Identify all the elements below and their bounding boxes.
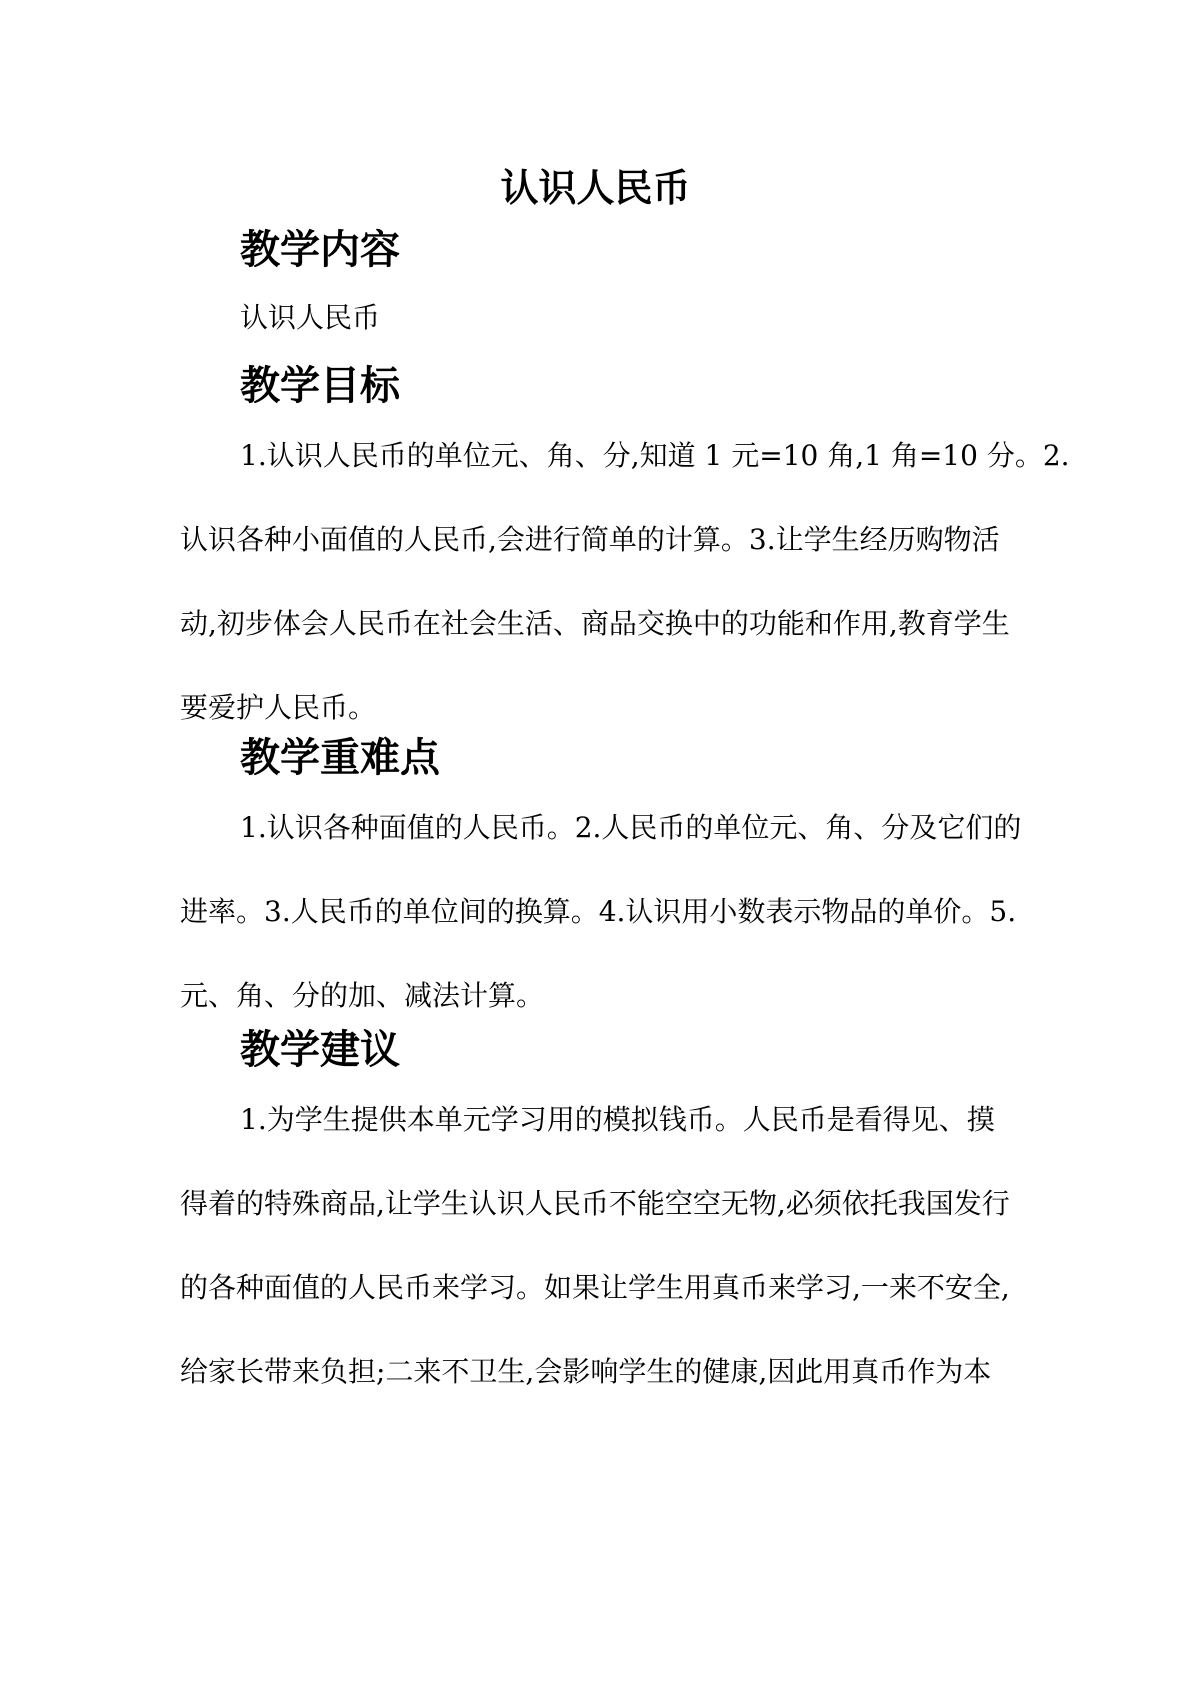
paragraph-line: 1.为学生提供本单元学习用的模拟钱币。人民币是看得见、摸 <box>240 1103 995 1136</box>
paragraph-line: 给家长带来负担;二来不卫生,会影响学生的健康,因此用真币作为本 <box>180 1355 992 1388</box>
paragraph-line: 认识各种小面值的人民币,会进行简单的计算。3.让学生经历购物活 <box>180 523 1000 556</box>
paragraph-line: 1.认识各种面值的人民币。2.人民币的单位元、角、分及它们的 <box>240 811 1022 844</box>
section-heading-content: 教学内容 <box>240 226 400 273</box>
section-heading-suggestions: 教学建议 <box>240 1026 400 1073</box>
paragraph-line: 进率。3.人民币的单位间的换算。4.认识用小数表示物品的单价。5. <box>180 895 1017 928</box>
paragraph-line: 的各种面值的人民币来学习。如果让学生用真币来学习,一来不安全, <box>180 1271 1010 1304</box>
section-content-text: 认识人民币 <box>240 301 381 334</box>
section-suggestions-paragraph <box>180 1100 1010 1436</box>
paragraph-line: 得着的特殊商品,让学生认识人民币不能空空无物,必须依托我国发行 <box>180 1187 1010 1220</box>
paragraph-line: 元、角、分的加、减法计算。 <box>180 979 545 1012</box>
paragraph-line: 1.认识人民币的单位元、角、分,知道 1 元=10 角,1 角=10 分。2. <box>240 439 1070 472</box>
document-title: 认识人民币 <box>500 165 691 210</box>
section-heading-key-points: 教学重难点 <box>240 734 440 781</box>
paragraph-line: 要爱护人民币。 <box>180 691 377 724</box>
section-heading-objectives: 教学目标 <box>240 362 400 409</box>
paragraph-line: 动,初步体会人民币在社会生活、商品交换中的功能和作用,教育学生 <box>180 607 1010 640</box>
section-objectives-paragraph <box>180 436 1070 772</box>
